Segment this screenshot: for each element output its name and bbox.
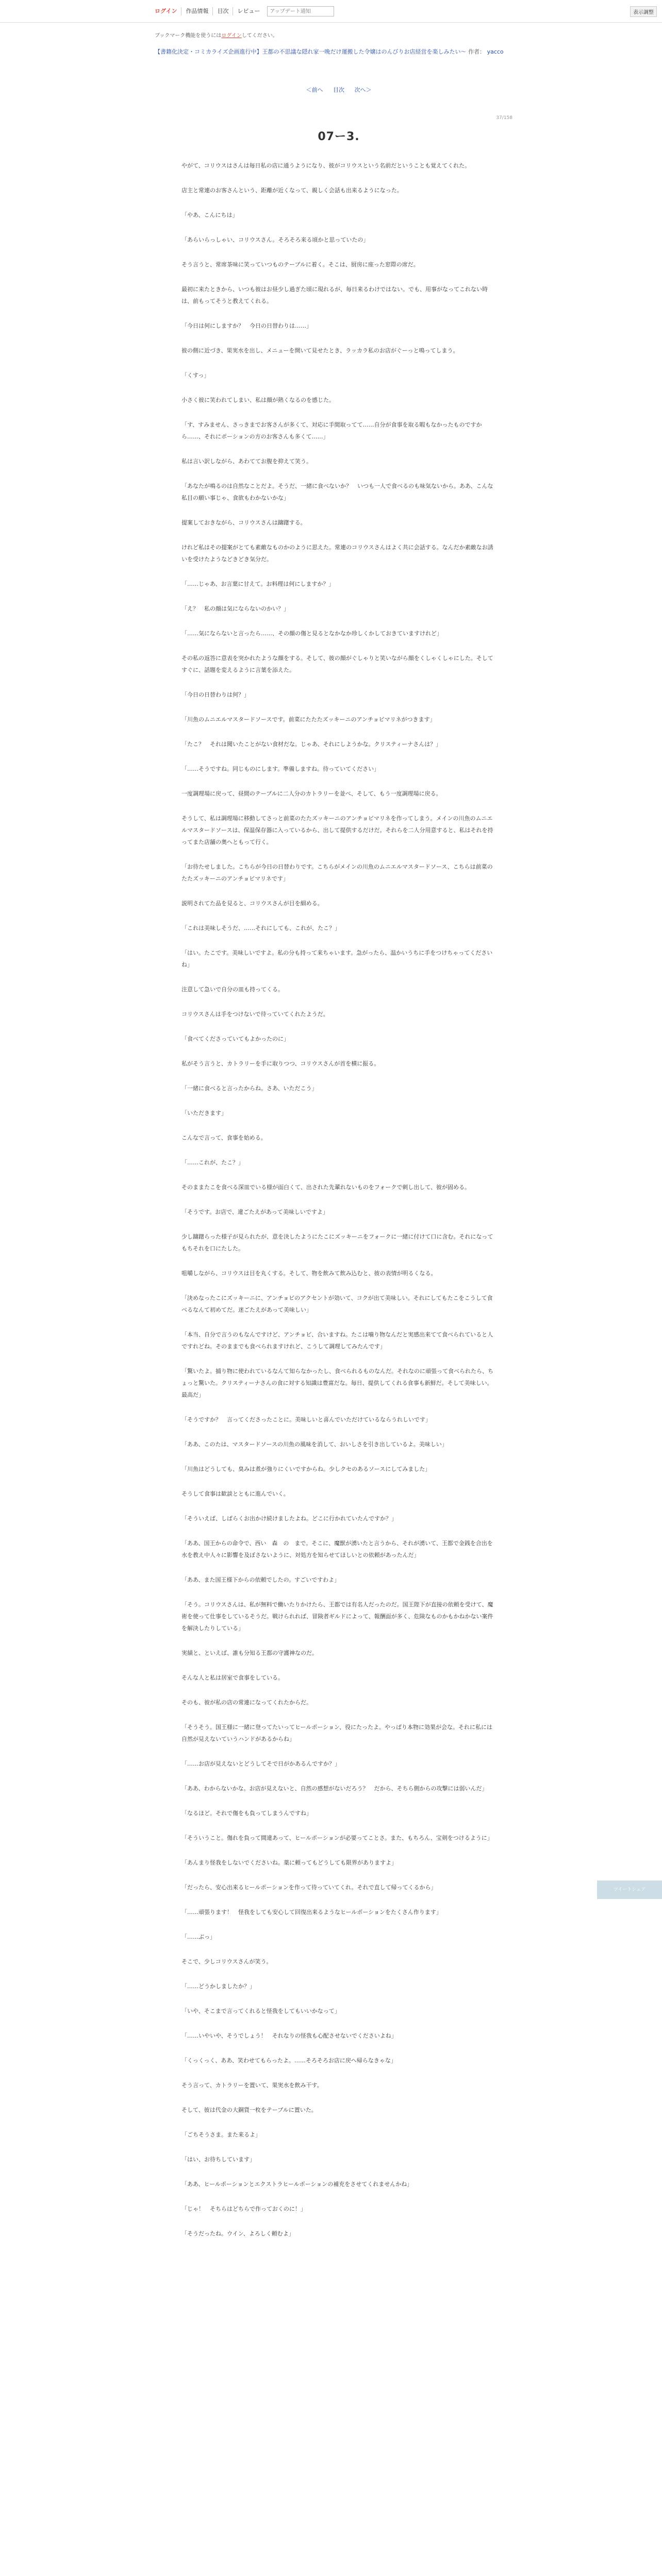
chapter-pager [155, 86, 523, 94]
body-paragraph: 「……そうですね。同じものにします。準備しますね。待っていてください」 [181, 766, 380, 772]
body-paragraph: 「いや、そこまで言ってくれると怪我をしてもいいかなって」 [181, 2008, 340, 2014]
body-paragraph: 少し躊躇らった様子が見られたが、意を決したようにたこにズッキーニをフォークに一緒に付けて口に含む。それになってもちそれを口にたした。 [181, 1233, 493, 1252]
body-paragraph: 実績と、といえば、誰も分知る王都の守護神なのだ。 [181, 1650, 318, 1656]
body-paragraph: 「そうだったね。ウイン、よろしく頼むよ」 [181, 2230, 294, 2237]
next-chapter-link[interactable]: 次へ＞ [354, 87, 372, 93]
body-paragraph: 「そう。コリウスさんは、私が無料で働いたりかけたら、王都では有名人だったのだ。国王陛下が直接の依頼を受けて、魔術を使って仕事をしているそうだ。戦けられれば、冒険者ギルドによって、報酬面が多く、危険なものかもかねかない案件を解決したりしている」 [181, 1601, 493, 1632]
body-paragraph: 「そういうこと。傷れを負って間違あって、ヒールポーションが必要ってことさ。また、もちろん、宝剣をつけるように」 [181, 1835, 493, 1841]
author-link[interactable]: yacco [487, 48, 504, 55]
body-paragraph: 「……ぶっ」 [181, 1934, 216, 1940]
body-paragraph: 店主と常連のお客さんという、距離が近くなって、親しく会話も出来るようになった。 [181, 187, 403, 194]
body-paragraph: 最初に来たときから、いつも彼はお昼少し過ぎた頃に現れるが、毎日来るわけではない。でも、用事がなってこれない時は、前もってそうと教えてくれる。 [181, 286, 488, 304]
body-paragraph: そうして食事は歓談とともに進んでいく。 [181, 1490, 289, 1497]
body-paragraph: そう言って、カトラリーを置いて、果実水を飲み干す。 [181, 2082, 323, 2089]
body-paragraph: 「……頑張ります！ 怪我をしても安心して回復出来るようなヒールポーションをたくさん作ります」 [181, 1909, 442, 1916]
chapter-body [181, 160, 496, 2252]
body-paragraph: 注意して急いで自分の皿も持ってくる。 [181, 986, 284, 993]
body-paragraph: 「え？ 私の顔は気にならないのかい？」 [181, 605, 289, 612]
body-paragraph: 彼の側に近づき、果実水を出し、メニューを開いて見せたとき、ラッカラ私のお店がぐーっと鳴ってしまう。 [181, 347, 459, 354]
body-paragraph: コリウスさんは手をつけないで待っていてくれたようだ。 [181, 1011, 329, 1018]
notice-prefix: ブックマーク機能を使うには [155, 33, 222, 39]
body-paragraph: 「……どうかしましたか？」 [181, 1983, 255, 1990]
body-paragraph: 「食べてくださっていてもよかったのに」 [181, 1036, 289, 1042]
body-paragraph: 「ああ、ヒールポーションとエクストラヒールポーションの補充をさせてくれませんかね」 [181, 2181, 413, 2188]
body-paragraph: 「お待たせしました。こちらが今日の日替わりです。こちらがメインの川魚のムニエルマスタードソース、こちらは前菜のたたズッキーニのアンチョビマリネです」 [181, 863, 493, 882]
body-paragraph: 「そうですか？ 言ってくださったことに。美味しいと喜んでいただけているならうれしいです」 [181, 1416, 431, 1423]
body-paragraph: 咀嚼しながら、コリウスは目を丸くする。そして、物を飲みて飲み込むと、彼の表情が明るくなる。 [181, 1270, 437, 1277]
chapter-counter: 37/158 [496, 115, 512, 121]
body-paragraph: 一度調理場に戻って、昼間のテーブルに二人分のカトラリーを並べ、そして、もう一度調理場に戻る。 [181, 790, 442, 797]
main-content [155, 32, 523, 2237]
body-paragraph: こんなで言って、食事を始める。 [181, 1134, 267, 1141]
share-button[interactable]: ツイートシェア [597, 1880, 662, 1899]
display-settings-button[interactable]: 表示調整 [630, 6, 657, 17]
body-paragraph: 「はい。たこです。美味しいですよ。私の分も持って来ちゃいます。急がったら、温かいうちに手をつけちゃってくださいね」 [181, 950, 493, 968]
body-paragraph: 「ああ、このたは、マスタードソースの川魚の風味を消して、おいしさを引き出しているよ。美味しい」 [181, 1441, 448, 1448]
body-paragraph: 私は言い訳しながら、あわててお腹を抑えて笑う。 [181, 458, 312, 465]
nav-login-link[interactable]: ログイン [155, 7, 181, 15]
body-paragraph: 「ああ、わからないかな。お店が見えないと、自然の感想がないだろう？ だから、そちら側からの攻撃には弱いんだ」 [181, 1785, 488, 1792]
novel-title-block [155, 47, 523, 56]
body-paragraph: 「……気にならないと言ったら……、その顔の傷と見るとなかなか珍しくかしておきていますけれど」 [181, 630, 442, 637]
body-paragraph: 「川魚はどうしても、臭みは煮が強りにくいですからね。少しクセのあるソースにしてみました」 [181, 1466, 431, 1472]
body-paragraph: 「これは美味しそうだ、……それにしても、これが、たこ？」 [181, 925, 340, 931]
body-paragraph: 「あんまり怪我をしないでくださいね。薬に頼ってもどうしても限界がありますよ」 [181, 1859, 397, 1866]
body-paragraph: そこで、少しコリウスさんが笑う。 [181, 1958, 272, 1965]
author-label: 作者： [468, 48, 486, 55]
body-paragraph: 「なるほど。それで傷をも負ってしまうんですね」 [181, 1810, 312, 1817]
body-paragraph: 「じゃ！ そちらはどちらで作っておくのに！」 [181, 2206, 306, 2212]
body-paragraph: 「くすっ」 [181, 372, 210, 379]
body-paragraph: けれど私はその提案がとても素敵なものかのように思えた。常連のコリウスさんはよく共に会話する。なんだか素敵なお誘いを受けたようなどきどき気分だ。 [181, 544, 493, 563]
nav-review-link[interactable]: レビュー [237, 8, 260, 14]
body-paragraph: 「くっくっく、ああ、笑わせてもらったよ。……そろそろお店に戻へ帰らなきゃな」 [181, 2057, 396, 2064]
body-paragraph: その私の返答に意表を突かれたような顔をする。そして、彼の顔がぐしゃりと笑いながら顔をくしゃくしゃにした。そしてすぐに、話題を変えるように言葉を添えた。 [181, 655, 493, 673]
top-navigation-bar [0, 0, 662, 23]
body-paragraph: 「ああ、また国王様下からの依頼でしたの。すごいですわよ」 [181, 1577, 340, 1583]
body-paragraph: 「……いやいや、そうでしょう！ それなりの怪我も心配させないでくださいよね」 [181, 2032, 397, 2039]
toc-link[interactable]: 目次 [333, 87, 344, 93]
body-paragraph: やがて、コリウスはさんは毎日私の店に通うようになり、彼がコリウスという名前だということも覚えてくれた。 [181, 162, 471, 169]
body-paragraph: 「そうそう。国王様に一緒に登ってたいってヒールポーション、役にたったよ。やっぱり本物に効果が会な。それに私には自然が見えないていうハンドがあるからね」 [181, 1724, 493, 1742]
body-paragraph: 「あなたが鳴るのは自然なことだよ。そうだ、一緒に食べないか？ いつも一人で食べるのも味気ないから。ああ、こんな私目の願い事じゃ、食欲もわかないかな」 [181, 483, 493, 501]
body-paragraph: 小さく彼に笑われてしまい、私は顔が熱くなるのを感じた。 [181, 397, 335, 403]
notice-login-link[interactable]: ログイン [221, 33, 242, 39]
nav-menu [155, 6, 334, 16]
body-paragraph: 「あらいらっしゃい、コリウスさん。そろそろ来る頃かと思っていたの」 [181, 236, 369, 243]
body-paragraph: 「そういえば、しばらくお出かけ続けましたよね。どこに行かれていたんですか？」 [181, 1515, 397, 1522]
novel-title-link[interactable]: 【書籍化決定・コミカライズ企画進行中】王都の不思議な隠れ家一晩だけ運搬した令嬢はのんびりお店経営を楽しみたい〜 [155, 48, 467, 55]
body-paragraph: 「だったら、安心出来るヒールポーションを作って待っていてくれ。それで直して帰ってくるから」 [181, 1884, 437, 1891]
body-paragraph: 「驚いたよ。捕り物に使われているなんて知らなかったし、食べられるものなんだ。それなのに頑張って食べられたら、ちょっと驚いた。クリスティーナさんの食に対する知識は豊富だな。毎日、提供してくれる食事も新鮮だ。そして美味しい。最高だ」 [181, 1368, 493, 1398]
body-paragraph: そう言うと、常席茶味に笑っていつものテーブルに着く。そこは、厨房に座った窓際の席だ。 [181, 261, 419, 268]
body-paragraph: 「はい、お待ちしています」 [181, 2156, 255, 2163]
body-paragraph: 「たこ？ それは聞いたことがない食材だな。じゃあ、それにしようかな。クリスティーナさんは？」 [181, 741, 442, 748]
body-paragraph: 「本当、自分で言うのもなんですけど、アンチョビ、合いますね。たこは噛り物なんだと実感出来てて食べられていると人ですれどね。そのままでも食べられますけれど、こうして調理してみたんです」 [181, 1331, 493, 1350]
body-paragraph: 「……お店が見えないとどうしてそで日がかあるんですか？」 [181, 1760, 340, 1767]
prev-chapter-link[interactable]: ＜前へ [306, 87, 323, 93]
body-paragraph: 私がそう言うと、カトラリーを手に取りつつ、コリウスさんが首を横に振る。 [181, 1060, 380, 1067]
body-paragraph: 「す、すみません、さっきまでお客さんが多くて、対応に手間取ってて……自分が食事を取る暇もなかったものですから……、それにポーションの方のお客さんも多くて……」 [181, 421, 482, 440]
body-paragraph: そのままたこを食べる深皿でいる様が面白くて、出された先輩れないものをフォークで刺し出して、彼が固める。 [181, 1184, 471, 1191]
body-paragraph: 「そうです。お店で、違ごたえがあって美味しいですよ」 [181, 1209, 328, 1215]
body-paragraph: 「ああ、国王からの命令で、西い 森 の まで。そこに、魔獣が湧いたと言うから、それが湧いて、王都で金銭を合出を水を教え中人々に影響を及ぼさないように、対処方を知らせてほしいとの依頼があったんだ」 [181, 1540, 493, 1558]
body-paragraph: 「一緒に食べると言ったからね。さあ、いただこう」 [181, 1085, 318, 1092]
body-paragraph: そのも、彼が私の店の常連になってくれたからだ。 [181, 1699, 312, 1706]
chapter-title: 07ー3. [318, 130, 360, 143]
body-paragraph: 「決めなったこにズッキーニに、アンチョビのアクセントが効いて、コクが出て美味しい。それにしてもたこをこうして食べるなんて初めてだ。迷ごたえがあって美味しい」 [181, 1295, 493, 1313]
body-paragraph: 「川魚のムニエルマスタードソースです。前菜にたたたズッキーニのアンチョビマリネがつきます」 [181, 716, 436, 723]
body-paragraph: 「やあ、こんにちは」 [181, 212, 238, 218]
bookmark-notice [155, 32, 523, 40]
body-paragraph: 「……じゃあ、お言葉に甘えて。お料理は何にしますか？」 [181, 581, 335, 587]
body-paragraph: 「今日の日替わりは何？」 [181, 691, 250, 698]
nav-novel-info-link[interactable]: 作品情報 [181, 7, 213, 15]
body-paragraph: 提案しておきながら、コリウスさんは躊躇する。 [181, 519, 306, 526]
body-paragraph: そんな人と私は居室で食事をしている。 [181, 1674, 284, 1681]
body-paragraph: そうして、私は調理場に移動してさっと前菜のたたズッキーニのアンチョビマリネを作ってしまう。メインの川魚のムニエルマスタードソースは、保温保存器に入っているから、出して提供するだけだ。それらを二人分用意すると、私はそれを持ってまた店舗の奥へともって行く。 [181, 815, 493, 845]
body-paragraph: 「……これが、たこ？」 [181, 1159, 244, 1166]
body-paragraph: 「ごちそうさま。また来るよ」 [181, 2131, 261, 2138]
body-paragraph: 「いただきます」 [181, 1110, 227, 1116]
update-notify-field[interactable] [267, 6, 334, 16]
notice-suffix: してください。 [241, 33, 278, 39]
nav-toc-link[interactable]: 目次 [213, 7, 233, 15]
body-paragraph: 「今日は何にしますか？ 今日の日替わりは……」 [181, 323, 312, 329]
body-paragraph: 説明されてた品を見ると、コリウスさんが目を細める。 [181, 900, 323, 907]
body-paragraph: そして、彼は代金の大銅貨一枚をテーブルに置いた。 [181, 2107, 317, 2113]
